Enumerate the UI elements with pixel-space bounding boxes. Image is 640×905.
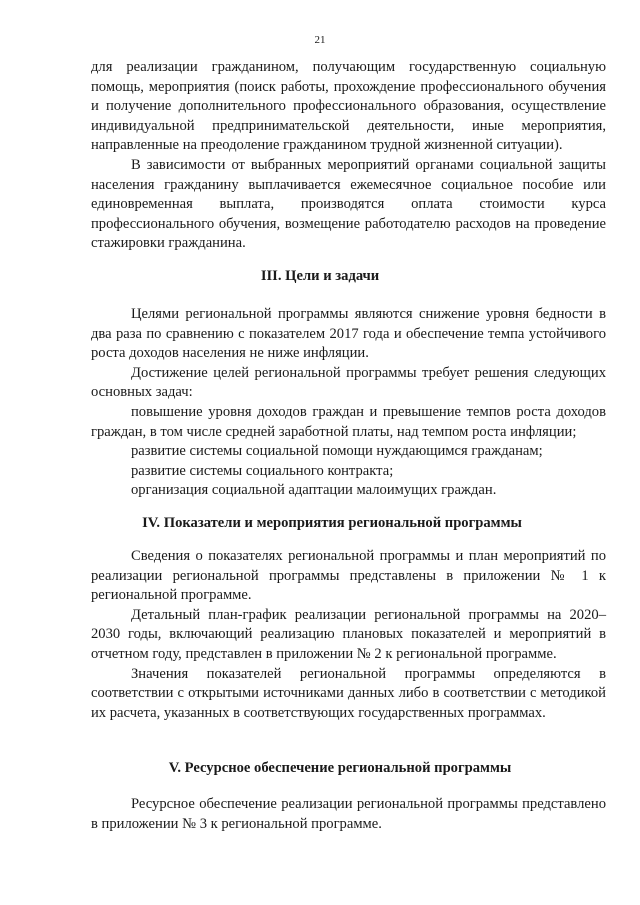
section-heading-4: IV. Показатели и мероприятия региональной программы bbox=[142, 515, 522, 531]
paragraph: повышение уровня доходов граждан и превышение темпов роста доходов граждан, в том числе средней заработной платы, над темпом роста инфляции; bbox=[91, 403, 606, 440]
paragraph: В зависимости от выбранных мероприятий органами социальной защиты населения гражданину выплачивается ежемесячное социальное пособие или единовременная выплата, производятся оплата стоимости курса профессионального обучения, возмещение работодателю расходов на проведение стажировки гражданина. bbox=[91, 156, 606, 252]
intro-text bbox=[91, 58, 606, 254]
list-item: организация социальной адаптации малоимущих граждан. bbox=[131, 482, 497, 499]
section-4-text bbox=[91, 547, 606, 723]
list-item: развитие системы социального контракта; bbox=[131, 462, 394, 479]
page-number: 21 bbox=[314, 34, 326, 46]
section-5-text bbox=[91, 795, 606, 834]
paragraph: для реализации гражданином, получающим государственную социальную помощь, мероприятия (поиск работы, прохождение профессионального обучения и получение дополнительного профессионального образования, осуществление индивидуальной предпринимательской деятельности, иные мероприятия, направленные на преодоление гражданином трудной жизненной ситуации). bbox=[91, 59, 606, 154]
paragraph: Значения показателей региональной программы определяются в соответствии с открытыми источниками данных либо в соответствии с методикой их расчета, указанных в соответствующих государственных программах. bbox=[91, 665, 606, 721]
paragraph: Детальный план-график реализации региональной программы на 2020–2030 годы, включающий реализацию плановых показателей и мероприятий в отчетном году, представлен в приложении № 2 к региональной программе. bbox=[91, 606, 606, 662]
section-heading-3: III. Цели и задачи bbox=[260, 268, 380, 284]
paragraph: Сведения о показателях региональной программы и план мероприятий по реализации региональной программы представлены в приложении № 1 к региональной программе. bbox=[91, 548, 606, 604]
paragraph: Целями региональной программы являются снижение уровня бедности в два раза по сравнению с показателем 2017 года и обеспечение темпа устойчивого роста доходов населения не ниже инфляции. bbox=[91, 306, 606, 362]
paragraph: Ресурсное обеспечение реализации региональной программы представлено в приложении № 3 к региональной программе. bbox=[91, 796, 606, 832]
section-3-text bbox=[91, 305, 606, 501]
section-heading-5: V. Ресурсное обеспечение региональной программы bbox=[168, 760, 512, 776]
list-item: развитие системы социальной помощи нуждающимся гражданам; bbox=[131, 443, 543, 460]
paragraph: Достижение целей региональной программы требует решения следующих основных задач: bbox=[91, 364, 606, 401]
